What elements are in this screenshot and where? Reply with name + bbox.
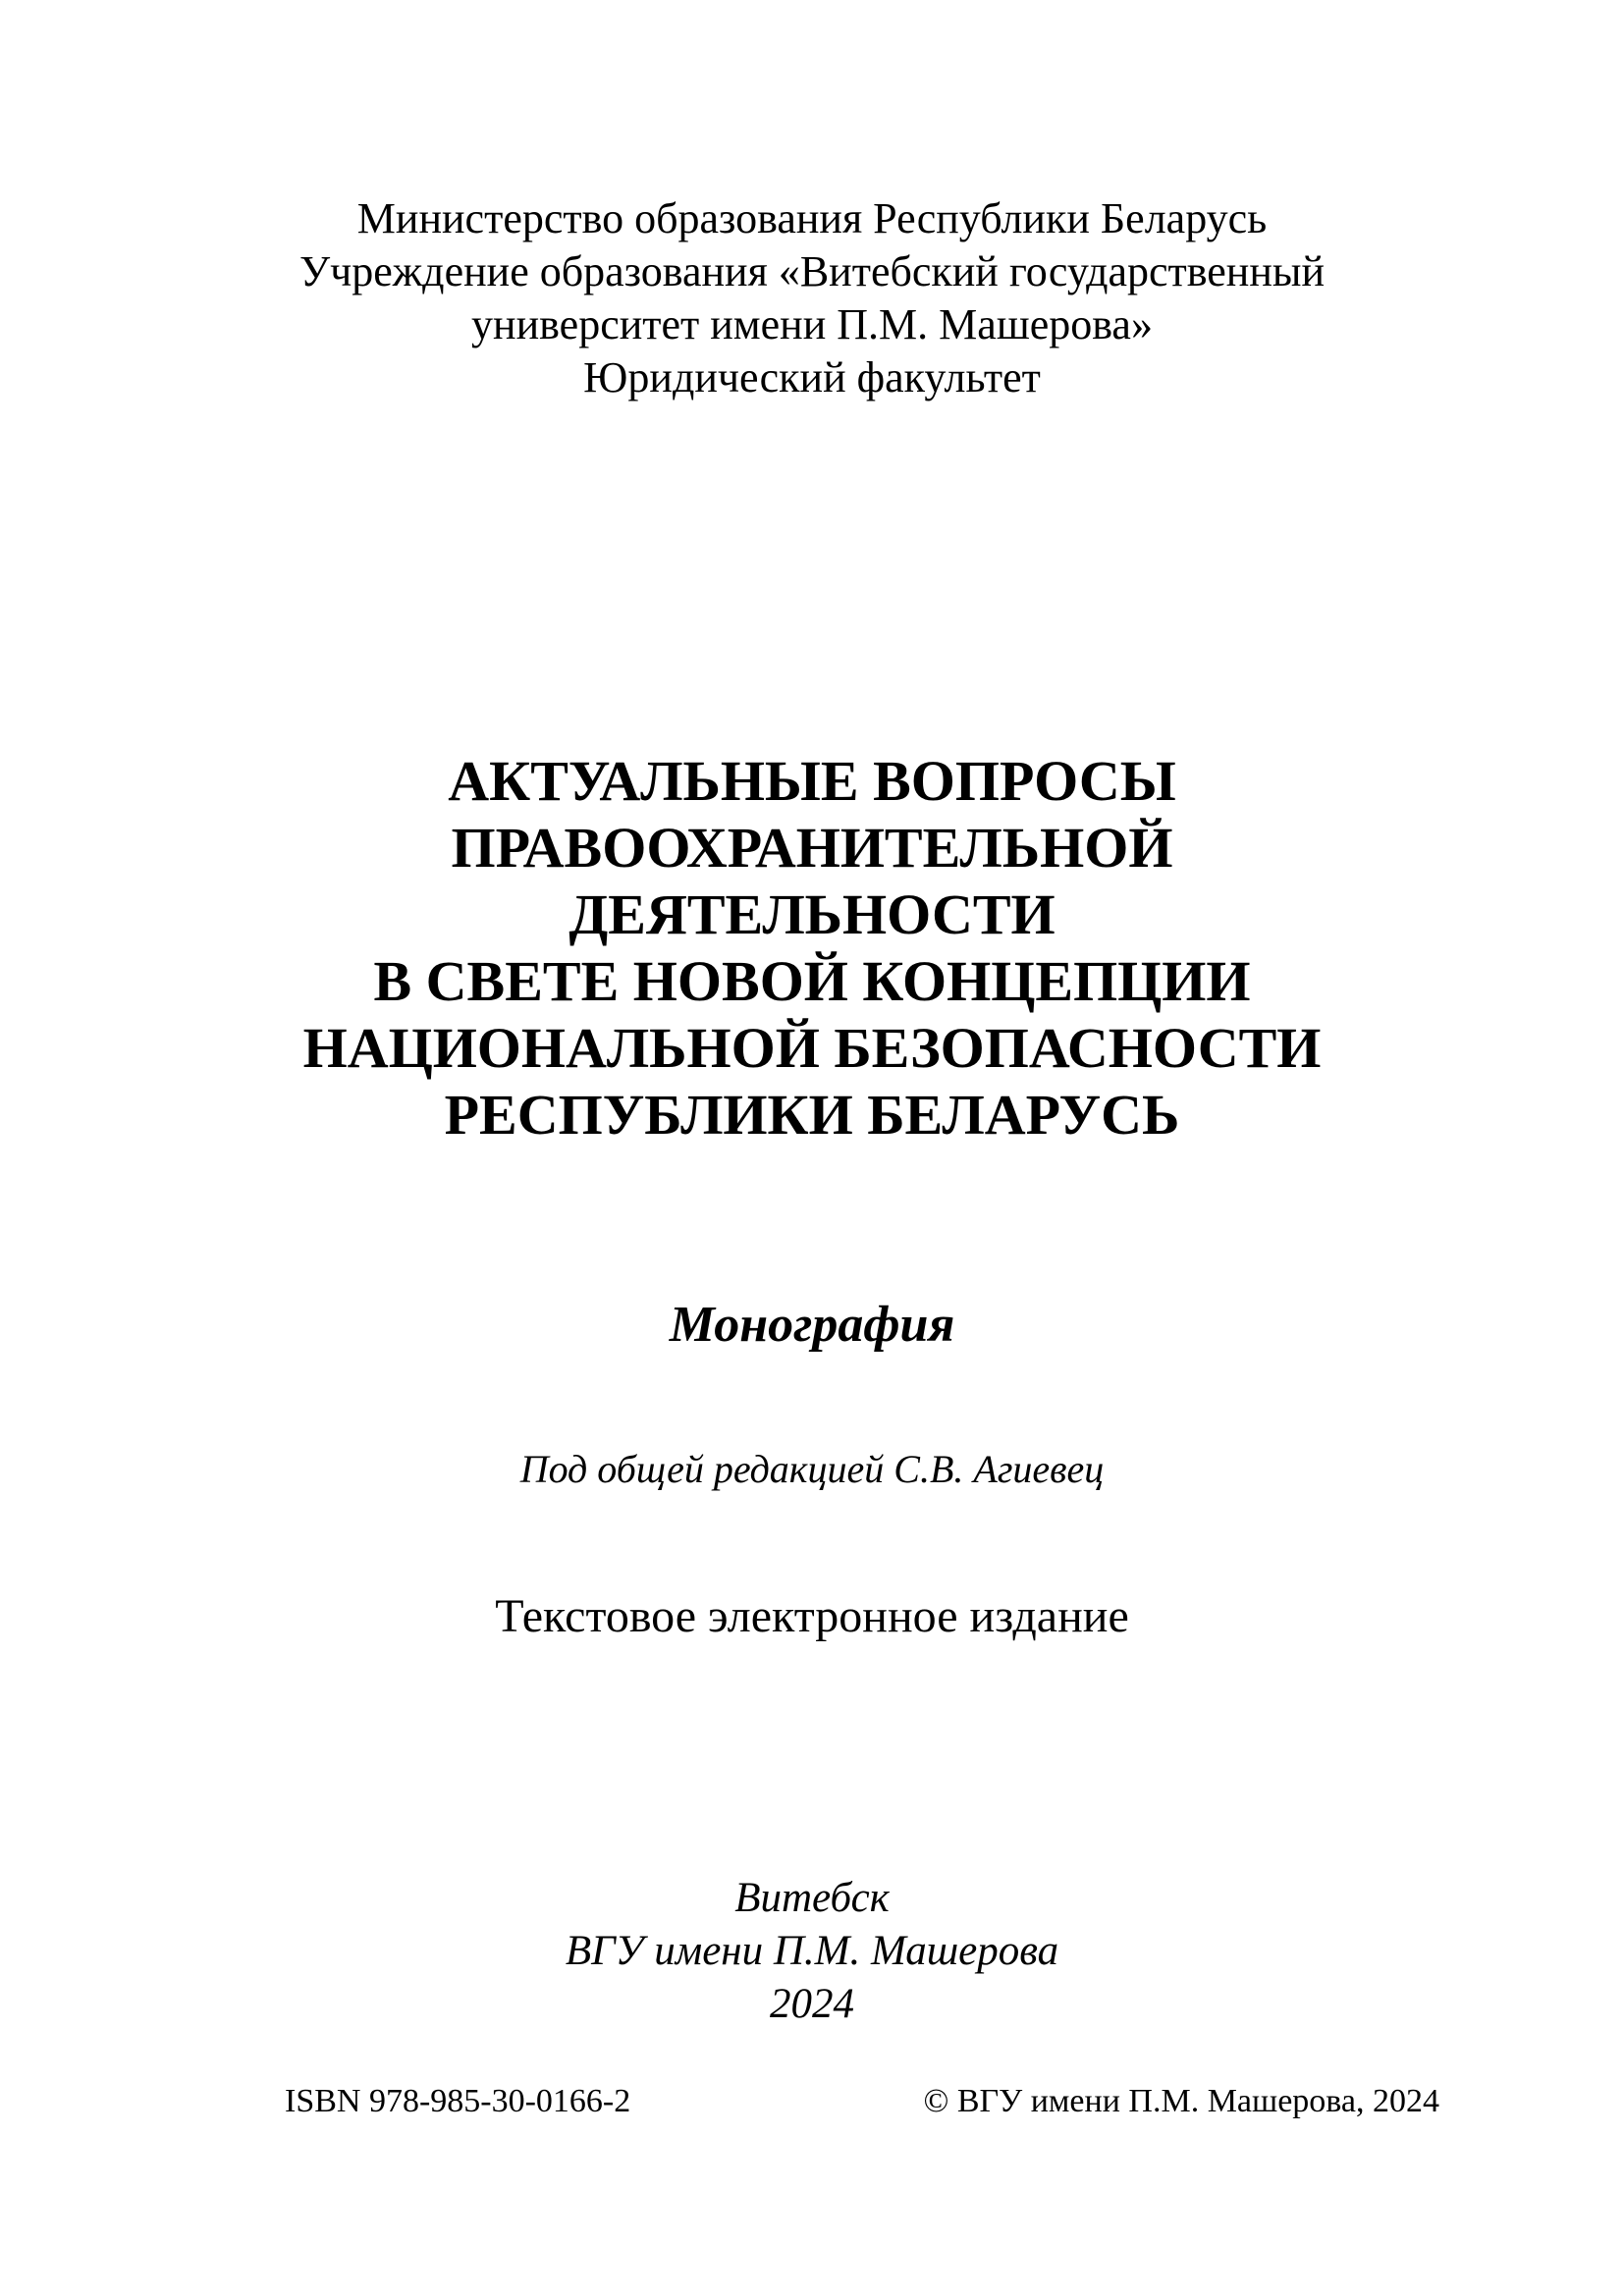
institution-line-2: университет имени П.М. Машерова» xyxy=(471,300,1153,348)
ministry-line: Министерство образования Республики Беларусь xyxy=(356,194,1268,242)
imprint-publisher: ВГУ имени П.М. Машерова xyxy=(565,1928,1059,1974)
imprint-year: 2024 xyxy=(770,1981,854,2027)
edition-type: Текстовое электронное издание xyxy=(495,1590,1129,1642)
institution-line-1: Учреждение образования «Витебский государственный xyxy=(298,247,1326,295)
imprint-city: Витебск xyxy=(734,1875,890,1921)
copyright-notice: © ВГУ имени П.М. Машерова, 2024 xyxy=(923,2083,1439,2119)
title-line-6: РЕСПУБЛИКИ БЕЛАРУСЬ xyxy=(444,1083,1180,1147)
title-line-4: В СВЕТЕ НОВОЙ КОНЦЕПЦИИ xyxy=(373,949,1251,1013)
title-line-2: ПРАВООХРАНИТЕЛЬНОЙ xyxy=(451,816,1173,880)
title-line-3: ДЕЯТЕЛЬНОСТИ xyxy=(568,882,1056,946)
book-genre: Монография xyxy=(669,1297,955,1353)
isbn: ISBN 978-985-30-0166-2 xyxy=(285,2083,631,2119)
institution-header xyxy=(0,192,1624,404)
editor-credit: Под общей редакцией С.В. Агиевец xyxy=(519,1447,1105,1491)
title-line-5: НАЦИОНАЛЬНОЙ БЕЗОПАСНОСТИ xyxy=(302,1016,1322,1080)
imprint xyxy=(0,1872,1624,2031)
faculty-line: Юридический факультет xyxy=(583,353,1041,401)
book-title xyxy=(0,748,1624,1148)
title-line-1: АКТУАЛЬНЫЕ ВОПРОСЫ xyxy=(448,749,1176,813)
